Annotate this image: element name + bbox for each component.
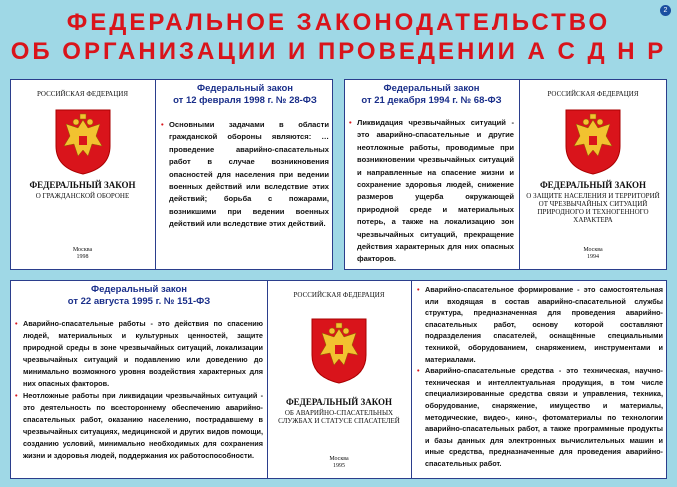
- law-heading-2: от 12 февраля 1998 г. № 28-ФЗ: [173, 95, 317, 106]
- law-heading-1: Федеральный закон: [90, 284, 188, 295]
- law-cover-civil-defense: [11, 80, 154, 269]
- cover-subject: ОБ АВАРИЙНО-СПАСАТЕЛЬНЫХ СЛУЖБАХ И СТАТУСЕ СПАСАТЕЛЕЙ: [278, 409, 400, 425]
- cover-law-type: ФЕДЕРАЛЬНЫЙ ЗАКОН: [285, 397, 393, 407]
- law-text-item: • Неотложные работы при ликвидации чрезвычайных ситуаций - это деятельность по всестороннему обеспечению аварийно-спасательных работ, оказанию населению, пострадавшему в чрезвычайных ситуациях, медицинской и других видов помощи, созданию условий, минимально необходимых для сохранения жизни и здоровья людей, поддержания их работоспособности.: [15, 390, 263, 462]
- law-text-item: • Ликвидация чрезвычайных ситуаций - это аварийно-спасательные и другие неотложные работы, проводимые при возникновении чрезвычайных ситуаций и направленные на спасение жизни и сохранение здоровья людей, снижение размеров ущерба окружающей природной среде и материальных потерь, а также на локализацию зон чрезвычайных ситуаций, прекращение действия характерных для них опасных факторов.: [349, 117, 514, 266]
- law-heading-2: от 21 декабря 1994 г. № 68-ФЗ: [361, 95, 502, 106]
- coat-of-arms-icon: [308, 315, 370, 385]
- law-heading: [161, 83, 329, 107]
- title-line-2: ОБ ОРГАНИЗАЦИИ И ПРОВЕДЕНИИ А С Д Н Р: [10, 38, 667, 65]
- cover-law-type: ФЕДЕРАЛЬНЫЙ ЗАКОН: [29, 180, 136, 190]
- cover-country: РОССИЙСКАЯ ФЕДЕРАЦИЯ: [547, 90, 639, 98]
- law-text-item: • Аварийно-спасательные средства - это техническая, научно-техническая и интеллектуальная продукция, в том числе специализированные средства связи и управления, техника, оборудование, снаряжение, имущество и материалы, методические, видео-, кино-, фотоматериалы по технологии аварийно-спасательных работ, а также программные продукты и базы данных для электронных вычислительных машин и иные средства, предназначенные для проведения аварийно-спасательных работ.: [417, 365, 663, 469]
- page-title: [0, 8, 677, 66]
- law-text: [15, 318, 263, 462]
- law-text: [349, 117, 514, 266]
- cover-law-type: ФЕДЕРАЛЬНЫЙ ЗАКОН: [539, 180, 647, 190]
- law-text: [161, 119, 329, 231]
- cover-city: Москва: [329, 456, 349, 462]
- law-cover-emergency-protection: [520, 80, 666, 269]
- law-heading: [15, 284, 263, 308]
- page-number-badge: 2: [660, 5, 671, 16]
- cover-year: 1995: [333, 463, 345, 469]
- panel-law-151fz: [10, 280, 667, 479]
- panel-law-68fz: [344, 79, 667, 270]
- law-text-item: • Аварийно-спасательные работы - это действия по спасению людей, материальных и культурных ценностей, защите природной среды в зоне чрезвычайных ситуаций, локализации чрезвычайных ситуаций и подавлению или доведению до минимально возможного уровня воздействия характерных для них опасных факторов.: [15, 318, 263, 390]
- panel-law-28fz: [10, 79, 333, 270]
- law-heading-1: Федеральный закон: [196, 83, 294, 94]
- cover-year: 1994: [587, 254, 599, 260]
- cover-subject: О ГРАЖДАНСКОЙ ОБОРОНЕ: [35, 192, 130, 200]
- cover-city-year: [520, 247, 666, 261]
- cover-country: РОССИЙСКАЯ ФЕДЕРАЦИЯ: [293, 291, 385, 299]
- cover-subject: О ЗАЩИТЕ НАСЕЛЕНИЯ И ТЕРРИТОРИЙ ОТ ЧРЕЗВЫЧАЙНЫХ СИТУАЦИЙ ПРИРОДНОГО И ТЕХНОГЕННОГО ХАРАКТЕРА: [526, 192, 660, 224]
- cover-year: 1998: [76, 254, 89, 260]
- cover-city-year: [11, 247, 154, 261]
- law-text: [417, 284, 663, 470]
- law-text-item: • Аварийно-спасательное формирование - это самостоятельная или входящая в состав аварийно-спасательной службы структура, предназначенная для проведения аварийно-спасательных работ, основу которой составляют подразделения спасателей, оснащённые специальными техникой, оборудованием, снаряжением, инструментами и материалами.: [417, 284, 663, 365]
- panel-divider: [155, 80, 156, 269]
- coat-of-arms-icon: [52, 106, 114, 176]
- cover-country: РОССИЙСКАЯ ФЕДЕРАЦИЯ: [36, 90, 129, 98]
- title-line-1: ФЕДЕРАЛЬНОЕ ЗАКОНОДАТЕЛЬСТВО: [66, 9, 611, 36]
- cover-city-year: [268, 456, 410, 470]
- panel-divider: [411, 281, 412, 478]
- cover-city: Москва: [583, 247, 603, 253]
- coat-of-arms-icon: [562, 106, 624, 176]
- law-heading-2: от 22 августа 1995 г. № 151-ФЗ: [67, 296, 211, 307]
- cover-city: Москва: [72, 247, 93, 253]
- law-cover-rescue-services: [268, 281, 410, 478]
- law-heading-1: Федеральный закон: [383, 83, 480, 94]
- law-heading: [349, 83, 514, 107]
- law-text-item: • Основными задачами в области гражданской обороны являются: … проведение аварийно-спасательных работ в случае возникновения опасностей для населения при ведении военных действий или вследствие этих действий; борьба с пожарами, возникшими при ведении военных действий или вследствие этих действий.: [161, 119, 329, 231]
